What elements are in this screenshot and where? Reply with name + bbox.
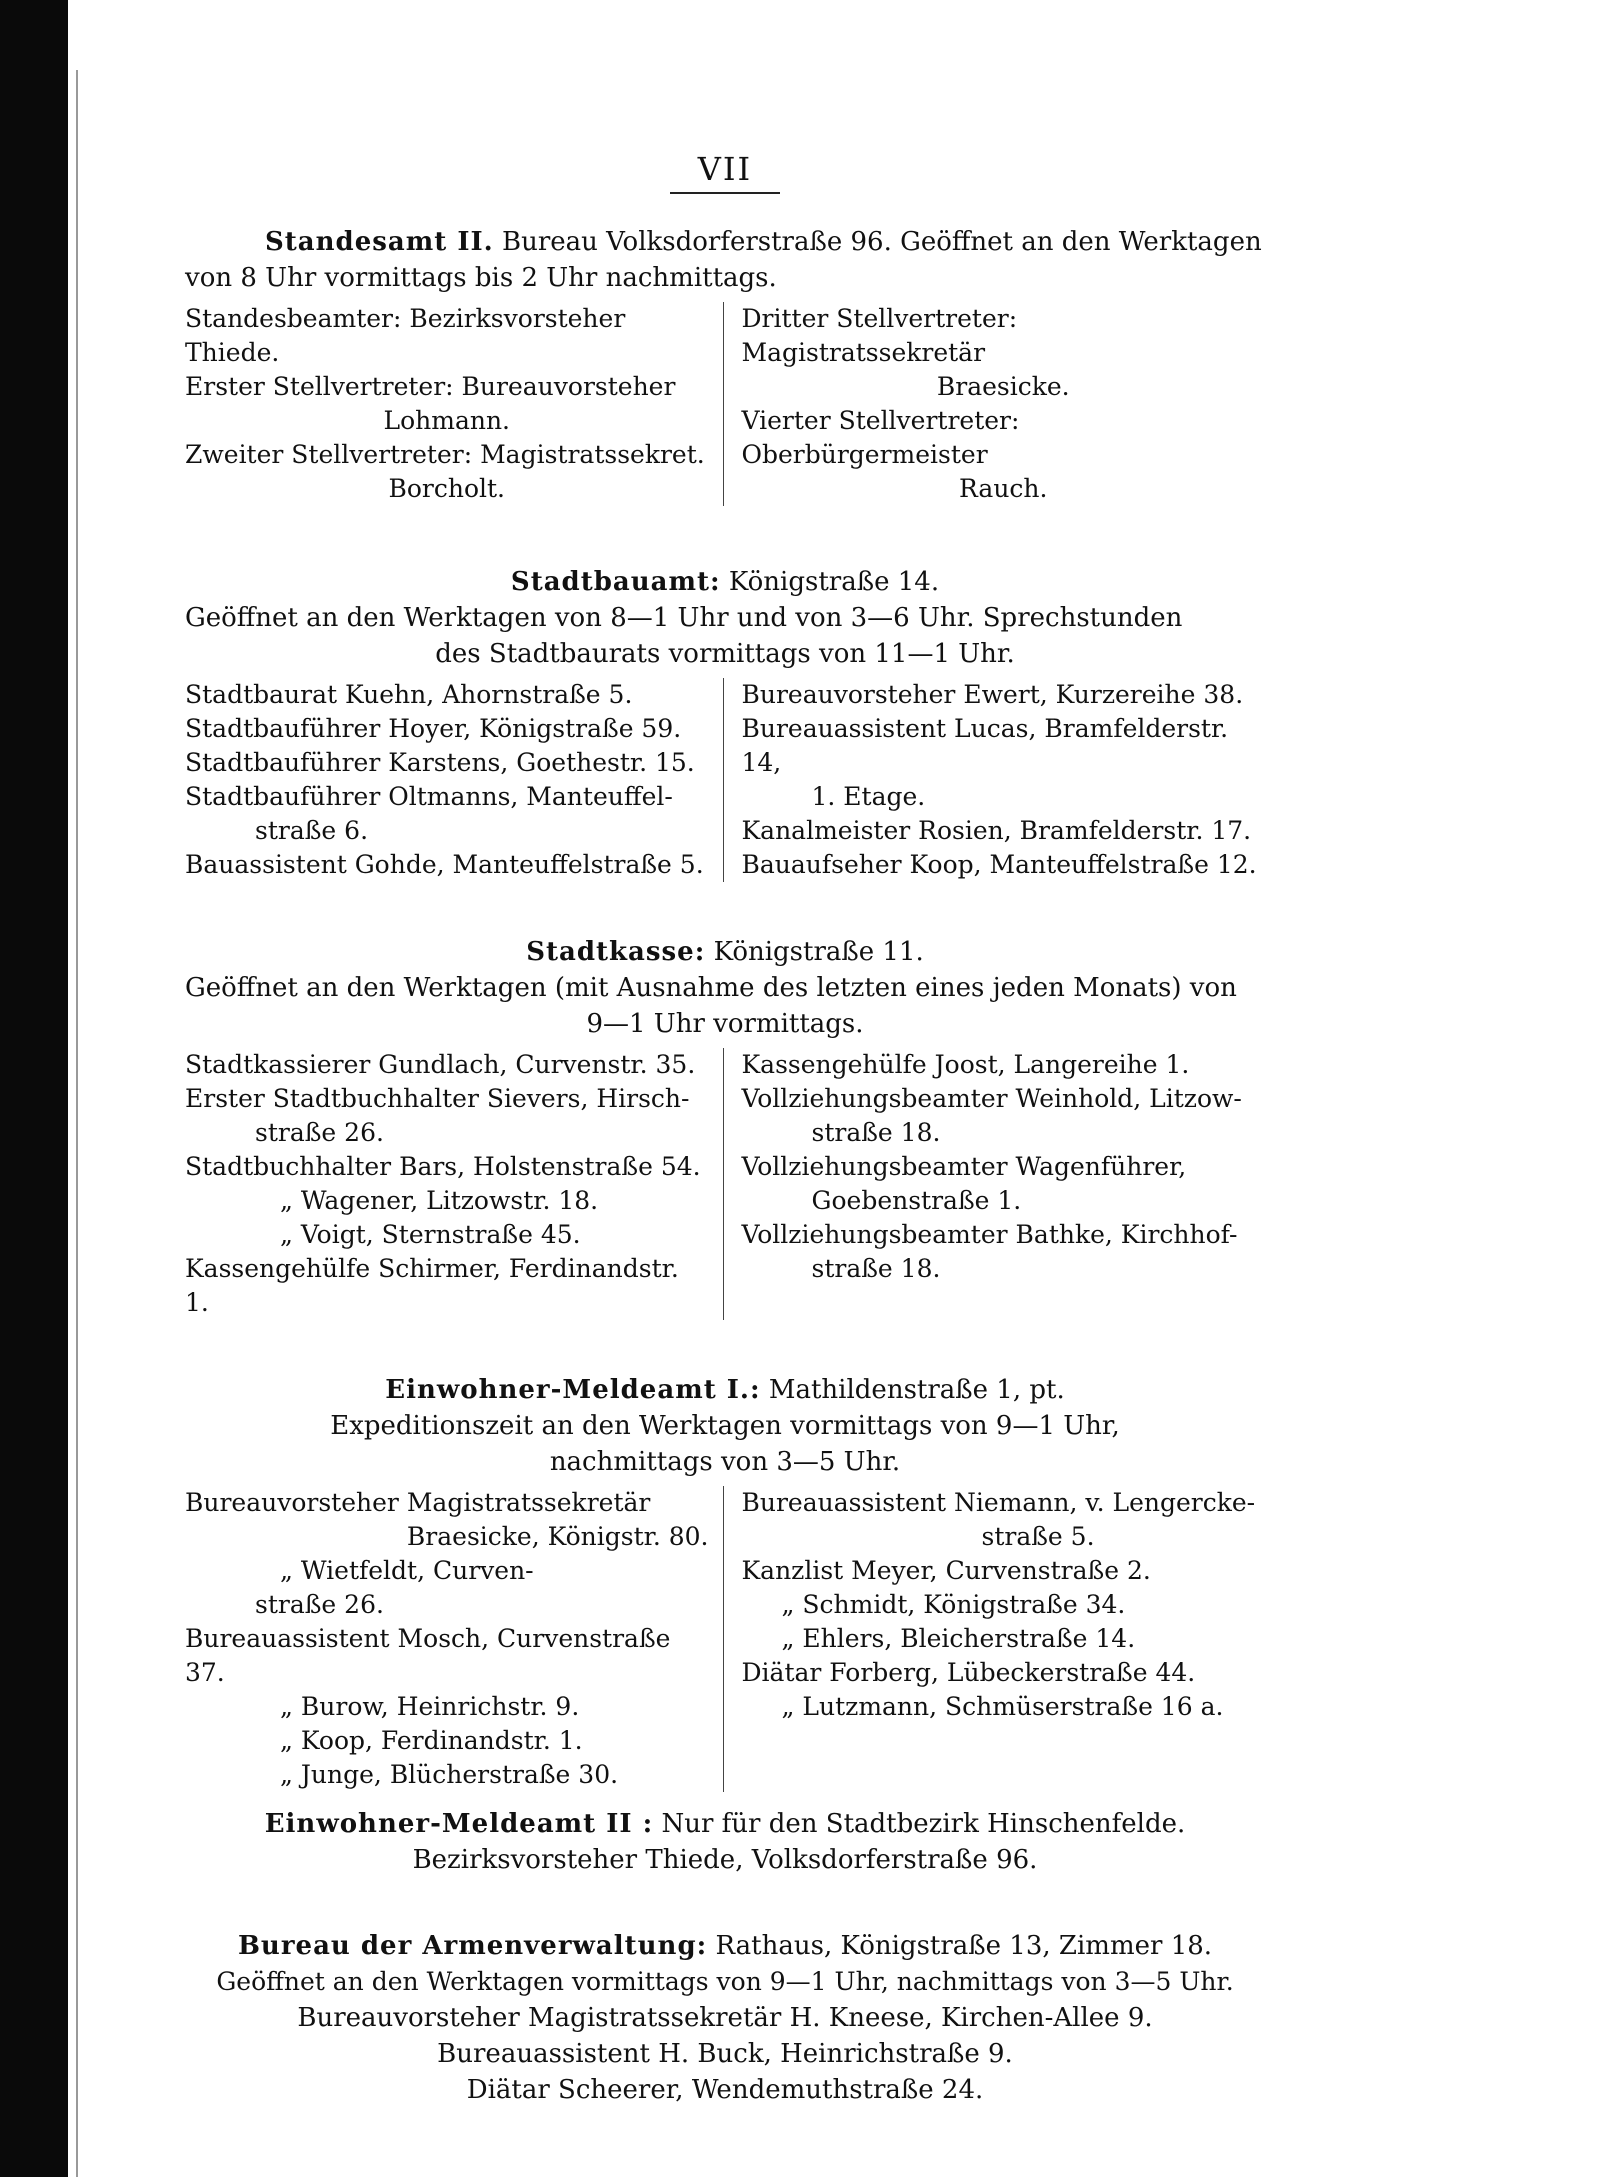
section-address: Königstraße 14. xyxy=(728,567,940,597)
staff-entry: Vierter Stellvertreter: Oberbürgermeister xyxy=(741,406,1020,469)
document-page xyxy=(185,150,1265,2160)
staff-column-left xyxy=(185,302,724,506)
staff-entry-continuation: Braesicke. xyxy=(936,372,1070,401)
staff-entry-ditto: „ Burow, Heinrichstr. 9. xyxy=(280,1692,580,1721)
stadtkasse-heading-line xyxy=(185,934,1265,970)
section-heading: Standesamt II. xyxy=(265,227,494,257)
staff-entry: Stadtbaurat Kuehn, Ahornstraße 5. xyxy=(185,680,633,709)
staff-column-left xyxy=(185,1048,724,1320)
standesamt-2-hours: von 8 Uhr vormittags bis 2 Uhr nachmittags. xyxy=(185,263,777,293)
staff-entry: Bureauvorsteher Magistratssekretär xyxy=(185,1488,651,1517)
staff-entry: Erster Stellvertreter: Bureauvorsteher xyxy=(185,372,676,401)
staff-entry: Kassengehülfe Joost, Langereihe 1. xyxy=(741,1050,1190,1079)
staff-entry: Stadtbuchhalter Bars, Holstenstraße 54. xyxy=(185,1152,701,1181)
section-heading: Stadtkasse: xyxy=(526,937,706,967)
stadtkasse-hours-cont: 9—1 Uhr vormittags. xyxy=(586,1009,864,1039)
staff-entry: Stadtkassierer Gundlach, Curvenstr. 35. xyxy=(185,1050,696,1079)
page-number: VII xyxy=(697,150,753,188)
armenverwaltung-heading-line xyxy=(185,1928,1265,1964)
staff-entry: Kassengehülfe Schirmer, Ferdinandstr. 1. xyxy=(185,1254,679,1317)
armenverwaltung-hours: Geöffnet an den Werktagen vormittags von 9—1 Uhr, nachmittags von 3—5 Uhr. xyxy=(216,1967,1234,1996)
staff-entry: Bureauassistent Lucas, Bramfelderstr. 14, xyxy=(741,714,1229,777)
section-armenverwaltung xyxy=(185,1928,1265,2108)
staff-entry: Diätar Forberg, Lübeckerstraße 44. xyxy=(741,1658,1196,1687)
staff-entry: Vollziehungsbeamter Wagenführer, xyxy=(741,1152,1187,1181)
section-stadtbauamt xyxy=(185,564,1265,882)
staff-entry: Kanalmeister Rosien, Bramfelderstr. 17. xyxy=(741,816,1252,845)
staff-entry-ditto: „ Koop, Ferdinandstr. 1. xyxy=(280,1726,583,1755)
staff-entry: Standesbeamter: Bezirksvorsteher Thiede. xyxy=(185,304,626,367)
staff-entry: Vollziehungsbeamter Bathke, Kirchhof- xyxy=(741,1220,1238,1249)
standesamt-2-heading-line xyxy=(185,224,1265,260)
section-address: Rathaus, Königstraße 13, Zimmer 18. xyxy=(715,1931,1213,1961)
staff-entry-ditto: „ Wagener, Litzowstr. 18. xyxy=(280,1186,599,1215)
page-number-rule xyxy=(670,192,780,194)
stadtkasse-hours: Geöffnet an den Werktagen (mit Ausnahme des letzten eines jeden Monats) von xyxy=(185,973,1237,1003)
staff-entry-ditto: „ Schmidt, Königstraße 34. xyxy=(781,1590,1126,1619)
staff-entry-ditto: „ Ehlers, Bleicherstraße 14. xyxy=(781,1624,1136,1653)
staff-entry-continuation: straße 18. xyxy=(811,1254,941,1283)
section-heading: Einwohner-Meldeamt II : xyxy=(264,1809,654,1839)
staff-entry-continuation: Borcholt. xyxy=(388,474,506,503)
section-address: Königstraße 11. xyxy=(713,937,924,967)
staff-entry: Bureauvorsteher Ewert, Kurzereihe 38. xyxy=(741,680,1244,709)
staff-column-right xyxy=(724,1048,1266,1320)
staff-entry-continuation: Braesicke, Königstr. 80. xyxy=(406,1522,709,1551)
meldeamt-1-hours-cont: nachmittags von 3—5 Uhr. xyxy=(549,1447,901,1477)
staff-entry-continuation: Lohmann. xyxy=(383,406,510,435)
staff-entry: Bureauassistent Mosch, Curvenstraße 37. xyxy=(185,1624,671,1687)
staff-entry: Bureauassistent Niemann, v. Lengercke- xyxy=(741,1488,1256,1517)
staff-entry: Stadtbauführer Hoyer, Königstraße 59. xyxy=(185,714,682,743)
staff-entry: Stadtbauführer Oltmanns, Manteuffel- xyxy=(185,782,673,811)
staff-entry-ditto: „ Voigt, Sternstraße 45. xyxy=(280,1220,581,1249)
staff-entry-continuation: straße 5. xyxy=(981,1522,1095,1551)
staff-entry: Erster Stadtbuchhalter Sievers, Hirsch- xyxy=(185,1084,690,1113)
section-scope: Nur für den Stadtbezirk Hinschenfelde. xyxy=(661,1809,1186,1839)
page-edge-line xyxy=(76,70,78,2177)
staff-entry: Bureauassistent H. Buck, Heinrichstraße 9. xyxy=(437,2039,1013,2069)
staff-column-left xyxy=(185,678,724,882)
staff-entry: Kanzlist Meyer, Curvenstraße 2. xyxy=(741,1556,1151,1585)
staff-entry: Zweiter Stellvertreter: Magistratssekret. xyxy=(185,440,705,469)
meldeamt-2-heading-line xyxy=(185,1806,1265,1842)
staff-column-left xyxy=(185,1486,724,1792)
staff-entry-ditto: „ Junge, Blücherstraße 30. xyxy=(280,1760,619,1789)
section-stadtkasse xyxy=(185,934,1265,1320)
stadtkasse-staff xyxy=(185,1048,1265,1320)
section-heading: Bureau der Armenverwaltung: xyxy=(237,1931,708,1961)
standesamt-2-intro: Bureau Volksdorferstraße 96. Geöffnet an den Werktagen xyxy=(501,227,1262,257)
staff-entry-continuation: straße 26. xyxy=(255,1118,384,1147)
staff-entry-ditto: „ Lutzmann, Schmüserstraße 16 a. xyxy=(781,1692,1224,1721)
staff-entry-continuation: straße 26. xyxy=(255,1590,384,1619)
section-standesamt-2 xyxy=(185,224,1265,506)
section-address: Mathildenstraße 1, pt. xyxy=(768,1375,1065,1405)
staff-entry: Bauaufseher Koop, Manteuffelstraße 12. xyxy=(741,850,1257,879)
stadtbauamt-hours-cont: des Stadtbaurats vormittags von 11—1 Uhr. xyxy=(435,639,1015,669)
staff-entry: Stadtbauführer Karstens, Goethestr. 15. xyxy=(185,748,695,777)
meldeamt-1-staff xyxy=(185,1486,1265,1792)
standesamt-2-staff xyxy=(185,302,1265,506)
staff-entry-continuation: 1. Etage. xyxy=(811,782,926,811)
scan-edge-shadow xyxy=(0,0,68,2177)
staff-entry-continuation: Rauch. xyxy=(959,474,1048,503)
staff-column-right xyxy=(724,678,1266,882)
stadtbauamt-staff xyxy=(185,678,1265,882)
section-meldeamt-1 xyxy=(185,1372,1265,1792)
staff-entry: Diätar Scheerer, Wendemuthstraße 24. xyxy=(466,2075,984,2105)
staff-entry-ditto: „ Wietfeldt, Curven- xyxy=(280,1556,534,1585)
staff-entry-continuation: straße 6. xyxy=(255,816,369,845)
section-meldeamt-2 xyxy=(185,1806,1265,1878)
staff-entry-continuation: straße 18. xyxy=(811,1118,941,1147)
meldeamt-1-hours: Expeditionszeit an den Werktagen vormittags von 9—1 Uhr, xyxy=(330,1411,1120,1441)
staff-entry: Bauassistent Gohde, Manteuffelstraße 5. xyxy=(185,850,704,879)
meldeamt-1-heading-line xyxy=(185,1372,1265,1408)
section-heading: Stadtbauamt: xyxy=(510,567,721,597)
section-heading: Einwohner-Meldeamt I.: xyxy=(385,1375,761,1405)
staff-entry: Bureauvorsteher Magistratssekretär H. Kneese, Kirchen-Allee 9. xyxy=(297,2003,1153,2033)
staff-entry-continuation: Goebenstraße 1. xyxy=(811,1186,1022,1215)
stadtbauamt-hours: Geöffnet an den Werktagen von 8—1 Uhr und von 3—6 Uhr. Sprechstunden xyxy=(185,603,1183,633)
staff-column-right xyxy=(724,302,1266,506)
stadtbauamt-heading-line xyxy=(185,564,1265,600)
meldeamt-2-head: Bezirksvorsteher Thiede, Volksdorferstraße 96. xyxy=(412,1845,1038,1875)
staff-column-right xyxy=(724,1486,1266,1792)
staff-entry: Dritter Stellvertreter: Magistratssekretär xyxy=(741,304,1018,367)
staff-entry: Vollziehungsbeamter Weinhold, Litzow- xyxy=(741,1084,1242,1113)
